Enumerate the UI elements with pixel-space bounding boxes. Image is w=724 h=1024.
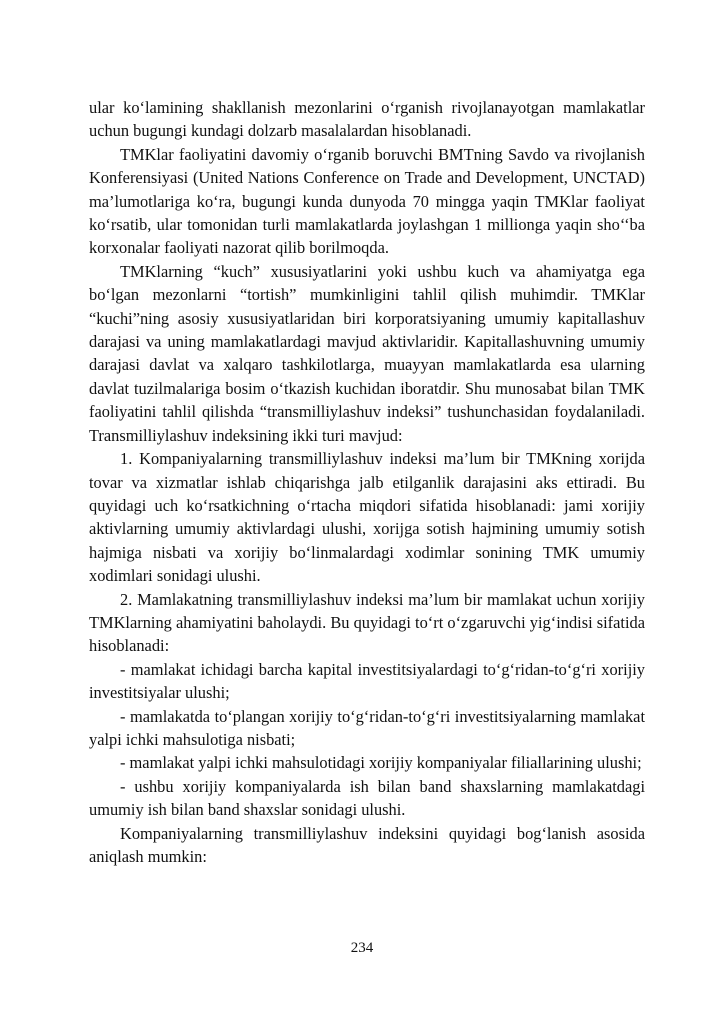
paragraph-country-index: 2. Mamlakatning transmilliylashuv indeksi ma’lum bir mamlakat uchun xorijiy TMKlarning ahamiyatini baholaydi. Bu quyidagi to‘rt o‘zgaruvchi yig‘indisi sifatida hisoblanadi: bbox=[89, 589, 645, 656]
paragraph-tmk-power: TMKlarning “kuch” xususiyatlarini yoki ushbu kuch va ahamiyatga ega bo‘lgan mezonlarni “tortish” mumkinligini tahlil qilish muhimdir. TMKlar “kuchi”ning asosiy xususiyatlaridan biri korporatsiyaning umumiy kapitallashuv darajasi va uning mamlakatlardagi mavjud aktivlaridir. Kapitallashuvning umumiy darajasi davlat va xalqaro tashkilotlarga, muayyan mamlakatlarda esa ularning davlat tuzilmalariga bosim o‘tkazish kuchidan iboratdir. Shu munosabat bilan TMK faoliyatini tahlil qilishda “transmilliylashuv indeksi” tushunchasidan foydalaniladi. Transmilliylashuv indeksining ikki turi mavjud: bbox=[89, 261, 645, 445]
list-item-employment-share: - ushbu xorijiy kompaniyalarda ish bilan band shaxslarning mamlakatdagi umumiy ish bilan band shaxslar sonidagi ulushi. bbox=[89, 776, 645, 820]
list-item-investment-gdp-ratio: - mamlakatda to‘plangan xorijiy to‘g‘ridan-to‘g‘ri investitsiyalarning mamlakat yalpi ichki mahsulotiga nisbati; bbox=[89, 706, 645, 749]
paragraph-company-index: 1. Kompaniyalarning transmilliylashuv indeksi ma’lum bir TMKning xorijda tovar va xizmatlar ishlab chiqarishga jalb etilganlik darajasini aks ettiradi. Bu quyidagi uch ko‘rsatkichning o‘rtacha miqdori sifatida hisoblanadi: jami xorijiy aktivlarning umumiy aktivlardagi ulushi, xorijga sotish hajmining umumiy sotish hajmiga nisbati va xorijiy bo‘linmalardagi xodimlar sonining TMK umumiy xodimlari sonidagi ulushi. bbox=[89, 449, 645, 586]
paragraph-formula-lead: Kompaniyalarning transmilliylashuv indeksini quyidagi bog‘lanish asosida aniqlash mumkin: bbox=[89, 823, 645, 866]
page-body bbox=[89, 96, 645, 868]
list-item-investment-share: - mamlakat ichidagi barcha kapital investitsiyalardagi to‘g‘ridan-to‘g‘ri xorijiy investitsiyalar ulushi; bbox=[89, 659, 645, 703]
paragraph-intro-continuation: ular ko‘lamining shakllanish mezonlarini o‘rganish rivojlanayotgan mamlakatlar uchun bugungi kundagi dolzarb masalalardan hisoblanadi. bbox=[89, 98, 645, 141]
list-item-branch-share: - mamlakat yalpi ichki mahsulotidagi xorijiy kompaniyalar filiallarining ulushi; bbox=[120, 753, 642, 773]
paragraph-unctad: TMKlar faoliyatini davomiy o‘rganib boruvchi BMTning Savdo va rivojlanish Konferensiyasi (United Nations Conference on Trade and Development, UNCTAD) ma’lumotlariga ko‘ra, bugungi kunda dunyoda 70 mingga yaqin TMKlar faoliyat ko‘rsatib, ular tomonidan turli mamlakatlarda joylashgan 1 millionga yaqin sho‘‘ba korxonalar faoliyati nazorat qilib borilmoqda. bbox=[89, 144, 645, 258]
page-number: 234 bbox=[350, 940, 374, 956]
